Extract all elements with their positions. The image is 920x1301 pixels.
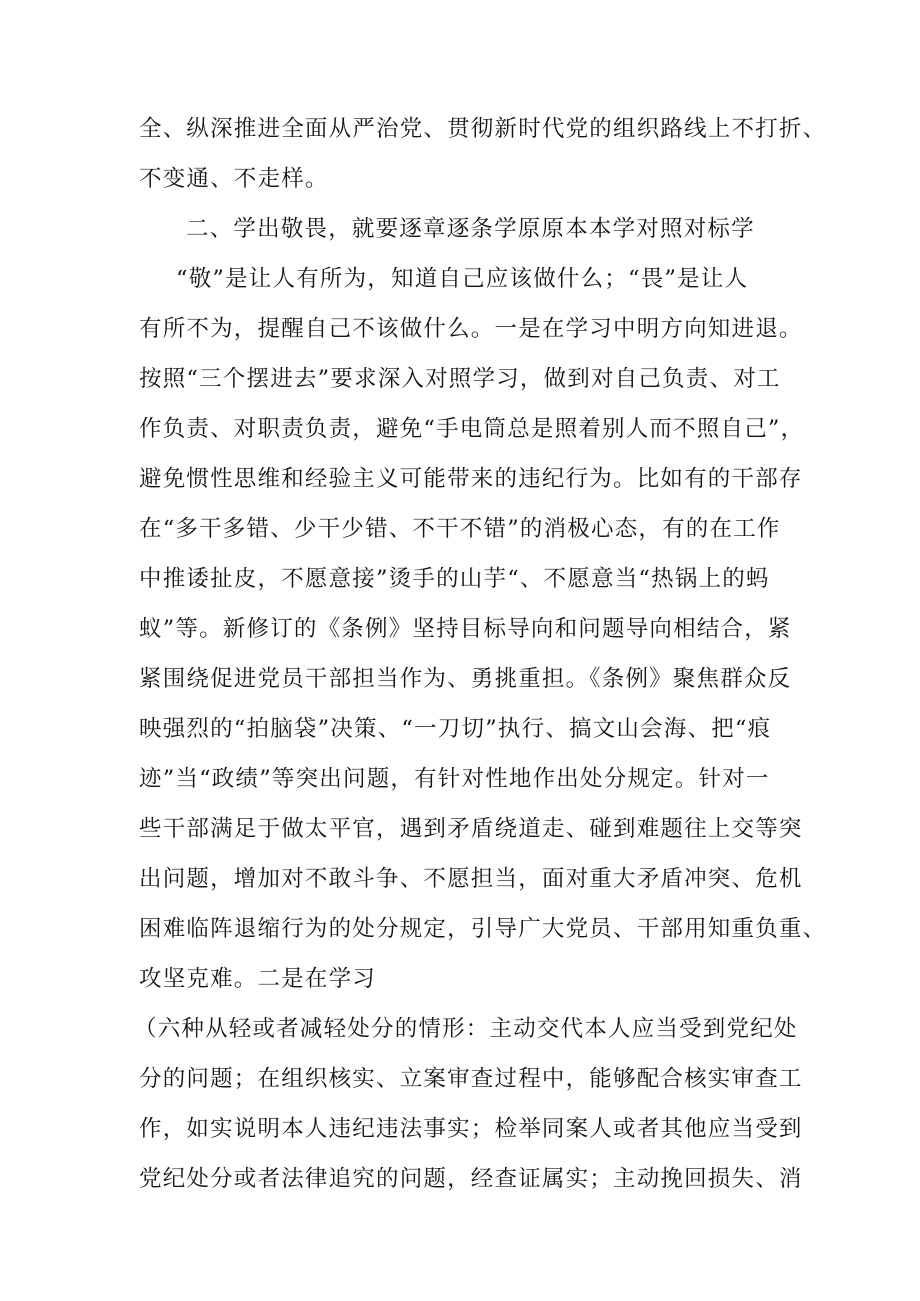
section-heading: 二、学出敬畏，就要逐章逐条学原原本本学对照对标学 (186, 216, 755, 242)
text-line-10: 中推诿扯皮，不愿意接”烫手的山芋“、不愿意当“热锅上的蚂 (139, 566, 770, 592)
text-line-8: 避免惯性思维和经验主义可能带来的违纪行为。比如有的干部存 (139, 466, 803, 492)
text-line-17: 困难临阵退缩行为的处分规定，引导广大党员、干部用知重负重、 (139, 916, 827, 942)
text-line-9: 在“多干多错、少干少错、不干不错”的消极心态，有的在工作 (139, 516, 781, 542)
text-line-18: 攻坚克难。二是在学习 (139, 966, 377, 992)
text-line-13: 映强烈的“拍脑袋”决策、“一刀切”执行、搞文山会海、把“痕 (139, 716, 772, 742)
text-line-21: 作，如实说明本人违纪违法事实；检举同案人或者其他应当受到 (139, 1116, 803, 1142)
text-line-16: 出问题，增加对不敢斗争、不愿担当，面对重大矛盾冲突、危机 (139, 866, 803, 892)
text-line-4: “敬”是让人有所为，知道自己应该做什么；“畏”是让人 (176, 266, 749, 292)
text-line-11: 蚁”等。新修订的《条例》坚持目标导向和问题导向相结合，紧 (139, 616, 792, 642)
text-line-12: 紧围绕促进党员干部担当作为、勇挑重担。《条例》聚焦群众反 (139, 666, 792, 692)
text-line-14: 迹”当“政绩”等突出问题，有针对性地作出处分规定。针对一 (139, 766, 770, 792)
text-line-22: 党纪处分或者法律追究的问题，经查证属实；主动挽回损失、消 (139, 1166, 803, 1192)
text-line-1: 全、纵深推进全面从严治党、贯彻新时代党的组织路线上不打折、 (139, 116, 827, 142)
text-line-5: 有所不为，提醒自己不该做什么。一是在学习中明方向知进退。 (139, 316, 803, 342)
text-line-2: 不变通、不走样。 (139, 166, 329, 192)
text-line-7: 作负责、对职责负责，避免“手电筒总是照着别人而不照自己”， (139, 416, 805, 442)
text-line-19: （六种从轻或者减轻处分的情形：主动交代本人应当受到党纪处 (134, 1016, 798, 1042)
text-line-20: 分的问题；在组织核实、立案审查过程中，能够配合核实审查工 (139, 1066, 803, 1092)
text-line-15: 些干部满足于做太平官，遇到矛盾绕道走、碰到难题往上交等突 (139, 816, 803, 842)
text-line-6: 按照“三个摆进去”要求深入对照学习，做到对自己负责、对工 (139, 366, 781, 392)
